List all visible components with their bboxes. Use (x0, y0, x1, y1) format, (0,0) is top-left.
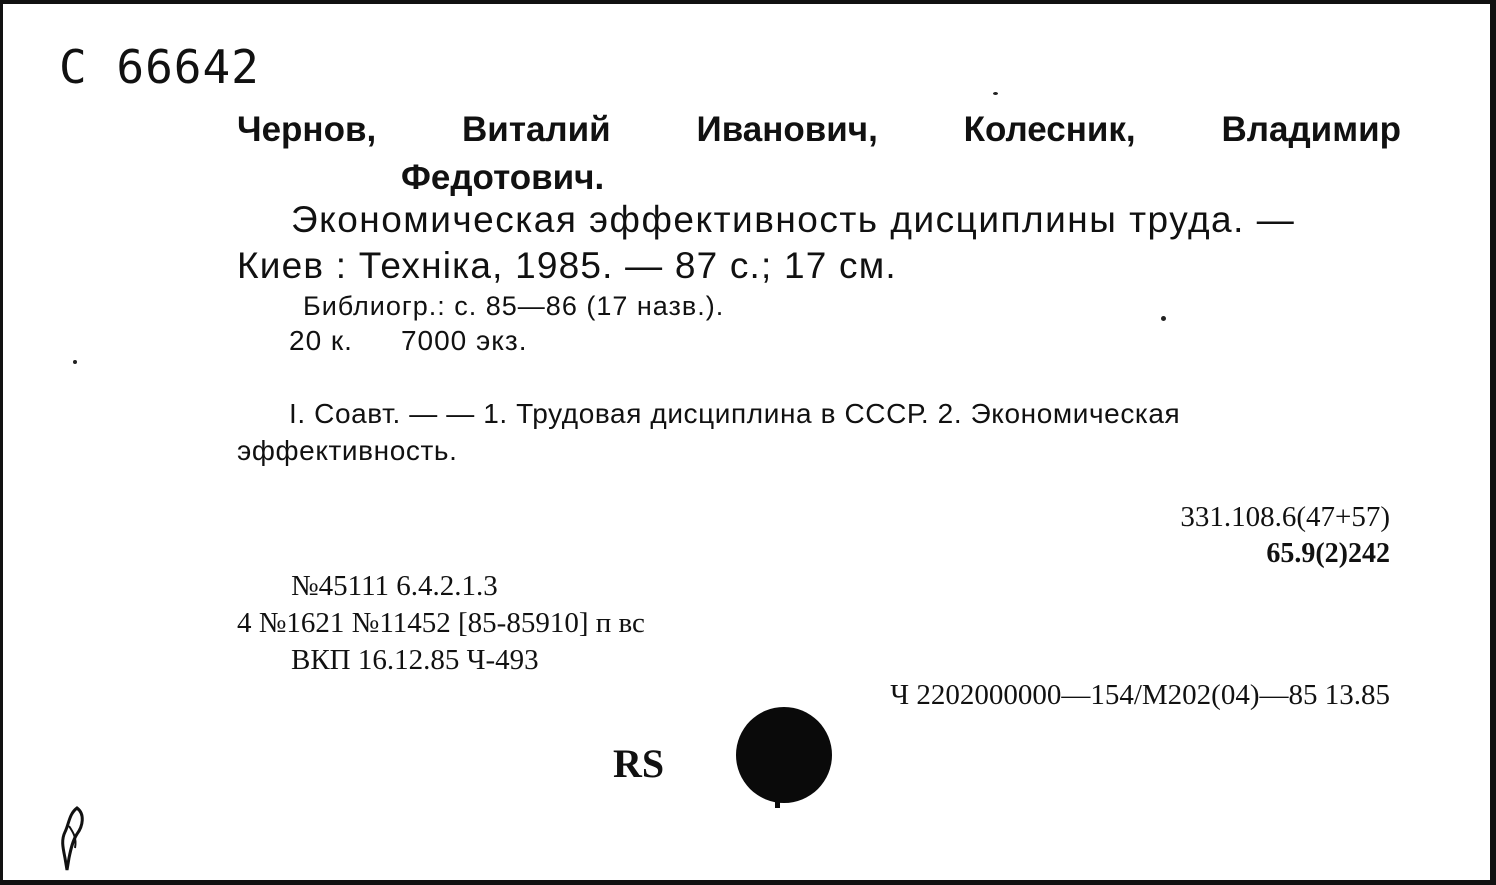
title-line-1: Экономическая эффективность дисциплины труда. — (291, 199, 1296, 240)
speck-mark (993, 92, 998, 95)
author-name-2: Владимир (1221, 110, 1401, 149)
author-surname-1: Чернов, (237, 110, 377, 149)
tracings-line-1: I. Соавт. — — 1. Трудовая дисциплина в СССР. 2. Экономическая (289, 398, 1181, 429)
title-line-2: Киев : Техніка, 1985. — 87 с.; 17 см. (237, 245, 897, 286)
rs-mark: RS (613, 741, 665, 786)
author-patronymic-2: Федотович. (401, 158, 605, 197)
price-line (289, 327, 528, 355)
tracings-line-2: эффективность. (237, 435, 458, 466)
authors-line (237, 112, 1401, 147)
inventory-line-1: №45111 6.4.2.1.3 (291, 570, 498, 602)
author-surname-2: Колесник, (963, 110, 1136, 149)
bbk-code: 65.9(2)242 (1266, 538, 1390, 569)
speck-mark (73, 360, 77, 364)
call-number: C 66642 (59, 40, 260, 94)
author-patronymic-1: Иванович, (696, 110, 878, 149)
inventory-line-3: ВКП 16.12.85 Ч-493 (291, 644, 539, 676)
print-run: 7000 экз. (400, 325, 528, 356)
speck-mark (1161, 316, 1166, 321)
author-name-1: Виталий (462, 110, 611, 149)
udc-code: 331.108.6(47+57) (1180, 501, 1390, 533)
inventory-line-2: 4 №1621 №11452 [85-85910] п вс (237, 607, 645, 639)
isbn-line: Ч 2202000000—154/М202(04)—85 13.85 (890, 679, 1390, 711)
price: 20 к. (289, 325, 353, 356)
punch-dot-icon (736, 707, 832, 803)
bibliography-note: Библиогр.: с. 85—86 (17 назв.). (303, 291, 725, 321)
pen-stamp-icon (55, 804, 91, 874)
punch-dot-tail (775, 794, 780, 808)
